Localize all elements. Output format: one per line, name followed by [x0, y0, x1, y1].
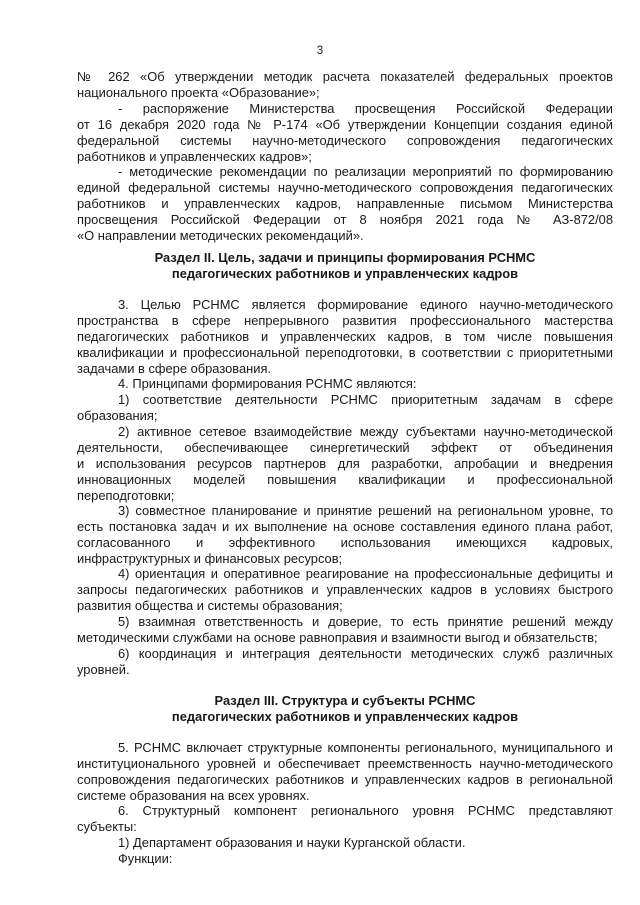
text-line: 4. Принципами формирования РСНМС являются: [118, 376, 417, 391]
text-line: развития общества и системы образования; [77, 598, 343, 613]
paragraph [77, 424, 613, 504]
paragraph [77, 740, 613, 804]
text-line: 5) взаимная ответственность и доверие, то есть принятие решений между [118, 614, 613, 629]
text-line: пространства в сфере непрерывного развития профессионального мастерства [77, 313, 613, 328]
text-line: квалификации и профессиональной переподготовки, в соответствии с приоритетными [77, 345, 613, 360]
text-line: 4) ориентация и оперативное реагирование на профессиональные дефициты и [118, 566, 613, 581]
text-line: единой федеральной системы научно-методического сопровождения педагогических [77, 180, 613, 195]
paragraph [77, 566, 613, 614]
text-line: национального проекта «Образование»; [77, 85, 320, 100]
text-line: от 16 декабря 2020 года № Р-174 «Об утверждении Концепции создания единой [77, 117, 613, 132]
text-line: - методические рекомендации по реализации мероприятий по формированию [118, 164, 613, 179]
text-line: 3) совместное планирование и принятие решений на региональном уровне, то [118, 503, 613, 518]
text-line: методическими службами на основе равноправия и взаимности выгод и обязательств; [77, 630, 598, 645]
paragraph [77, 164, 613, 244]
text-line: переподготовки; [77, 488, 175, 503]
text-line: системе образования на всех уровнях. [77, 788, 310, 803]
text-line: субъекты: [77, 819, 137, 834]
text-line: согласованного и эффективного использования имеющихся кадровых, [77, 535, 613, 550]
section-heading: Раздел II. Цель, задачи и принципы формирования РСНМС [154, 250, 536, 265]
text-line: и использования ресурсов партнеров для разработки, апробации и внедрения [77, 456, 613, 471]
paragraph [77, 101, 613, 165]
text-line: федеральной системы научно-методического сопровождения педагогических [77, 133, 613, 148]
text-line: 1) Департамент образования и науки Курганской области. [118, 835, 466, 850]
paragraph [77, 297, 613, 377]
section-heading: педагогических работников и управленческих кадров [171, 266, 519, 281]
text-line: запросы педагогических работников и управленческих кадров в условиях быстрого [77, 582, 613, 597]
text-line: работников и управленческих кадров»; [77, 149, 312, 164]
section-heading: Раздел III. Структура и субъекты РСНМС [214, 693, 476, 708]
text-line: педагогических работников и управленческих кадров, в том числе повышения [77, 329, 613, 344]
text-line: уровней. [77, 662, 130, 677]
text-line: инновационных моделей повышения квалификации и профессиональной [77, 472, 613, 487]
text-line: институционального уровней и обеспечивает преемственность научно-методического [77, 756, 613, 771]
text-line: № 262 «Об утверждении методик расчета показателей федеральных проектов [77, 69, 613, 84]
text-line: деятельности, обеспечивающее синергетический эффект от объединения [77, 440, 613, 455]
paragraph [77, 392, 613, 424]
text-line: 5. РСНМС включает структурные компоненты регионального, муниципального и [118, 740, 613, 755]
text-line: 2) активное сетевое взаимодействие между субъектами научно-методической [118, 424, 613, 439]
section-heading: педагогических работников и управленческих кадров [171, 709, 519, 724]
paragraph [77, 503, 613, 567]
paragraph [77, 851, 613, 867]
text-line: работников и управленческих кадров, направленные письмом Министерства [77, 196, 613, 211]
text-line: Функции: [118, 851, 173, 866]
text-line: «О направлении методических рекомендаций». [77, 228, 364, 243]
text-line: 6. Структурный компонент регионального уровня РСНМС представляют [118, 803, 613, 818]
text-line: 3. Целью РСНМС является формирование единого научно-методического [118, 297, 613, 312]
paragraph [77, 376, 613, 392]
paragraph [77, 803, 613, 835]
paragraph [77, 614, 613, 646]
text-line: инфраструктурных и финансовых ресурсов; [77, 551, 343, 566]
text-line: просвещения Российской Федерации от 8 ноября 2021 года № АЗ-872/08 [77, 212, 613, 227]
paragraph [77, 646, 613, 678]
page-number: 3 [316, 45, 324, 57]
text-line: есть постановка задач и их выполнение на основе составления единого плана работ, [77, 519, 613, 534]
text-line: 1) соответствие деятельности РСНМС приоритетным задачам в сфере [118, 392, 613, 407]
text-line: 6) координация и интеграция деятельности методических служб различных [118, 646, 613, 661]
text-line: задачами в сфере образования. [77, 361, 272, 376]
paragraph [77, 69, 613, 101]
paragraph [77, 835, 613, 851]
text-line: образования; [77, 408, 158, 423]
text-line: сопровождения педагогических работников и управленческих кадров в региональной [77, 772, 613, 787]
text-line: - распоряжение Министерства просвещения Российской Федерации [118, 101, 613, 116]
